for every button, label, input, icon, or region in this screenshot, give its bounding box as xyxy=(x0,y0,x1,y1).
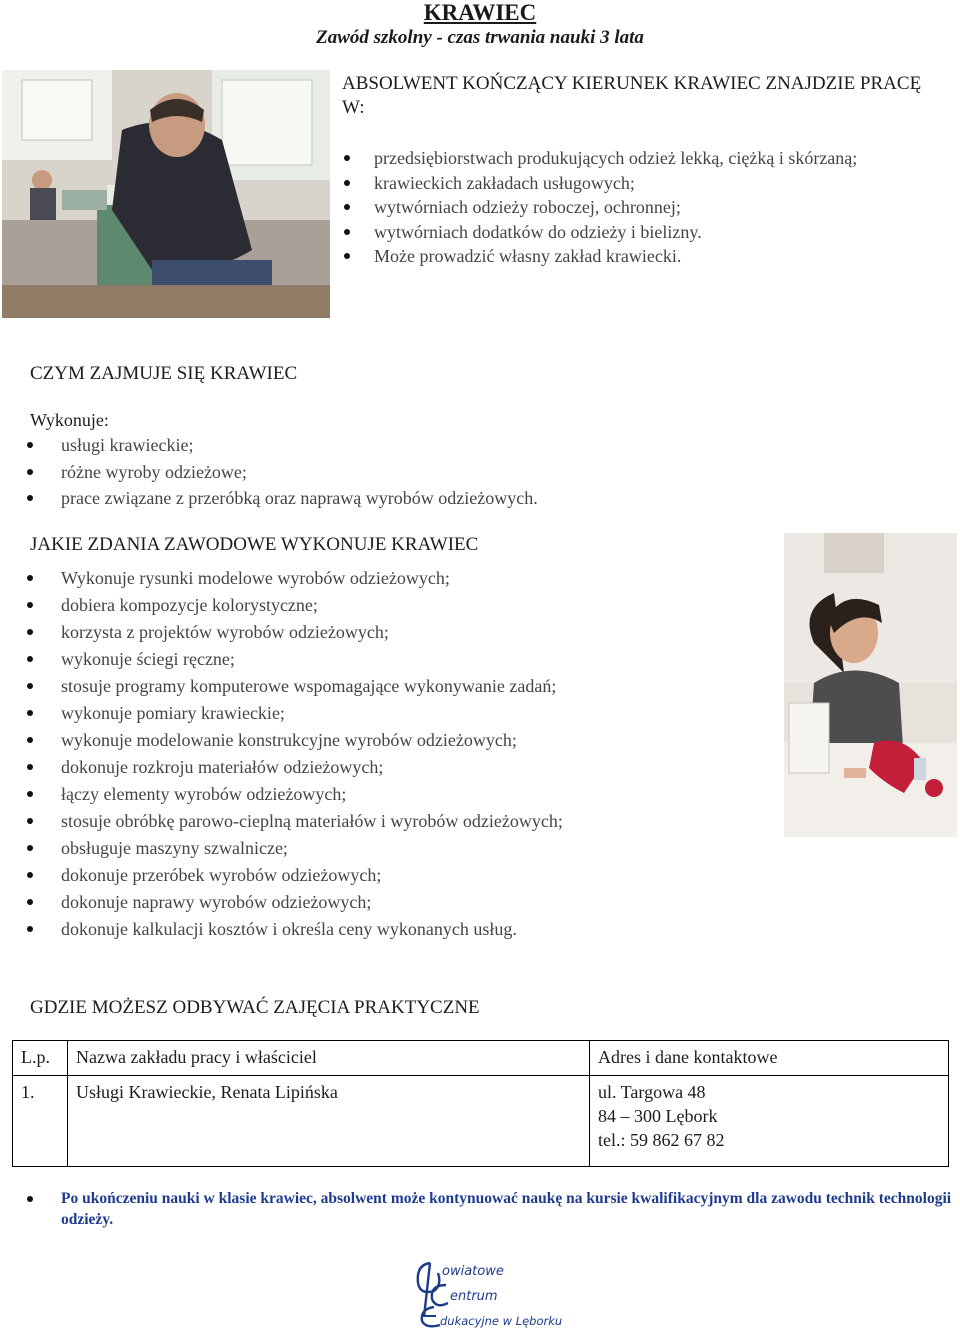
logo-line: dukacyjne w Lęborku xyxy=(440,1314,563,1328)
list-item: obsługuje maszyny szwalnicze; xyxy=(30,835,770,862)
logo-line: owiatowe xyxy=(442,1264,504,1279)
address-line: tel.: 59 862 67 82 xyxy=(598,1130,725,1150)
column-header: Adres i dane kontaktowe xyxy=(590,1041,949,1076)
list-item: dokonuje naprawy wyrobów odzieżowych; xyxy=(30,889,770,916)
section-practice-heading: GDZIE MOŻESZ ODBYWAĆ ZAJĘCIA PRAKTYCZNE xyxy=(30,997,480,1018)
list-item: dobiera kompozycje kolorystyczne; xyxy=(30,592,770,619)
school-logo xyxy=(412,1255,572,1331)
table-cell-address xyxy=(590,1076,949,1167)
table-row xyxy=(13,1076,949,1167)
section-duties-heading: CZYM ZAJMUJE SIĘ KRAWIEC xyxy=(30,363,298,384)
address-line: ul. Targowa 48 xyxy=(598,1082,706,1102)
table-cell-name: Usługi Krawieckie, Renata Lipińska xyxy=(68,1076,590,1167)
document-title: KRAWIEC xyxy=(423,0,537,25)
duties-intro: Wykonuje: xyxy=(30,410,109,430)
list-item: wytwórniach dodatków do odzieży i bielizny. xyxy=(342,220,952,245)
list-item: wykonuje ściegi ręczne; xyxy=(30,646,770,673)
document-subtitle: Zawód szkolny - czas trwania nauki 3 lata xyxy=(316,27,644,48)
list-item: dokonuje kalkulacji kosztów i określa ceny wykonanych usług. xyxy=(30,916,770,943)
list-item: dokonuje przeróbek wyrobów odzieżowych; xyxy=(30,862,770,889)
column-header: L.p. xyxy=(13,1041,68,1076)
list-item: łączy elementy wyrobów odzieżowych; xyxy=(30,781,770,808)
list-item: wykonuje pomiary krawieckie; xyxy=(30,700,770,727)
tasks-list xyxy=(30,565,770,943)
continuation-note: Po ukończeniu nauki w klasie krawiec, absolwent może kontynuować naukę na kursie kwalifikacyjnym dla zawodu technik technologii odzieży. xyxy=(61,1190,952,1228)
list-item: wykonuje modelowanie konstrukcyjne wyrobów odzieżowych; xyxy=(30,727,770,754)
column-header: Nazwa zakładu pracy i właściciel xyxy=(68,1041,590,1076)
tailor-man-photo xyxy=(2,70,330,318)
list-item: stosuje programy komputerowe wspomagające wykonywanie zadań; xyxy=(30,673,770,700)
practice-table xyxy=(12,1040,949,1167)
list-item: Może prowadzić własny zakład krawiecki. xyxy=(342,244,952,269)
list-item: wytwórniach odzieży roboczej, ochronnej; xyxy=(342,195,952,220)
list-item: krawieckich zakładach usługowych; xyxy=(342,171,952,196)
section-tasks-heading: JAKIE ZDANIA ZAWODOWE WYKONUJE KRAWIEC xyxy=(30,534,479,555)
employment-list xyxy=(342,146,952,269)
list-item: usługi krawieckie; xyxy=(30,432,730,459)
section-employment-heading: ABSOLWENT KOŃCZĄCY KIERUNEK KRAWIEC ZNAJDZIE PRACĘ W: xyxy=(342,73,922,118)
list-item: korzysta z projektów wyrobów odzieżowych; xyxy=(30,619,770,646)
duties-list xyxy=(30,432,730,512)
list-item: stosuje obróbkę parowo-cieplną materiałów i wyrobów odzieżowych; xyxy=(30,808,770,835)
list-item: prace związane z przeróbką oraz naprawą wyrobów odzieżowych. xyxy=(30,485,730,512)
table-header-row xyxy=(13,1041,949,1076)
tailor-woman-photo xyxy=(784,533,957,837)
table-cell-lp: 1. xyxy=(13,1076,68,1167)
logo-line: entrum xyxy=(450,1289,498,1304)
list-item: przedsiębiorstwach produkujących odzież lekką, ciężką i skórzaną; xyxy=(342,146,952,171)
list-item: różne wyroby odzieżowe; xyxy=(30,459,730,486)
list-item: Wykonuje rysunki modelowe wyrobów odzieżowych; xyxy=(30,565,770,592)
list-item: dokonuje rozkroju materiałów odzieżowych; xyxy=(30,754,770,781)
address-line: 84 – 300 Lębork xyxy=(598,1106,718,1126)
